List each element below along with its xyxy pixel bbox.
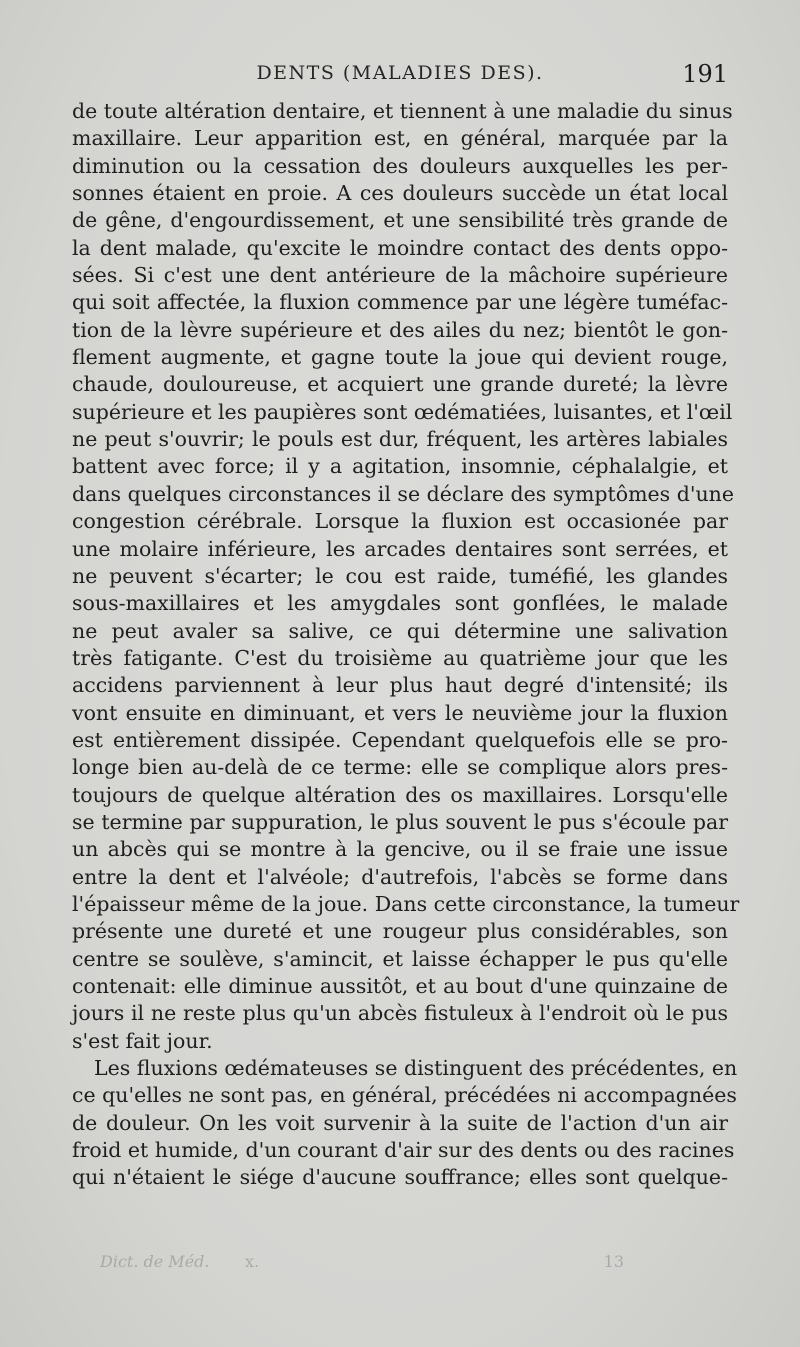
footer-volume: x. [245,1252,260,1271]
text-line: l'épaisseur même de la joue. Dans cette circonstance, la tumeur [72,891,740,916]
text-line: de toute altération dentaire, et tiennent à une maladie du sinus [72,99,733,123]
text-line: très fatigante. C'est du troisième au quatrième jour que les [72,645,728,670]
text-line: supérieure et les paupières sont œdématiées, luisantes, et l'œil [72,399,733,424]
footer-signature-title: Dict. de Méd. [100,1252,210,1271]
text-line: sous-maxillaires et les amygdales sont gonflées, le malade [72,591,728,616]
text-line: diminution ou la cessation des douleurs auxquelles les per- [72,153,728,178]
text-line: toujours de quelque altération des os maxillaires. Lorsqu'elle [72,782,728,807]
text-line: de gêne, d'engourdissement, et une sensibilité très grande de [72,208,728,233]
text-line: la dent malade, qu'excite le moindre contact des dents oppo- [72,235,728,260]
text-line: jours il ne reste plus qu'un abcès fistuleux à l'endroit où le pus [72,1001,728,1026]
text-line: congestion cérébrale. Lorsque la fluxion est occasionée par [72,509,728,534]
page-header [70,60,730,96]
text-line: vont ensuite en diminuant, et vers le neuvième jour la fluxion [72,700,728,725]
text-line: de douleur. On les voit survenir à la suite de l'action d'un air [72,1110,728,1135]
text-line: se termine par suppuration, le plus souvent le pus s'écoule par [72,809,728,834]
paragraph-2 [72,1055,738,1192]
text-line: qui n'étaient le siége d'aucune souffrance; elles sont quelque- [72,1165,728,1190]
text-line: dans quelques circonstances il se déclare des symptômes d'une [72,481,734,506]
text-line: longe bien au-delà de ce terme: elle se complique alors pres- [72,755,728,780]
text-line: maxillaire. Leur apparition est, en général, marquée par la [72,126,728,151]
text-line: s'est fait jour. [72,1028,213,1053]
page-footer-signature [100,1252,660,1276]
text-line: ne peut avaler sa salive, ce qui détermine une salivation [72,618,728,643]
text-line: présente une dureté et une rougeur plus considérables, son [72,919,728,944]
text-line: battent avec force; il y a agitation, insomnie, céphalalgie, et [72,454,728,479]
text-line: froid et humide, d'un courant d'air sur des dents ou des racines [72,1138,735,1163]
text-line: sonnes étaient en proie. A ces douleurs succède un état local [72,181,728,206]
text-line: chaude, douloureuse, et acquiert une grande dureté; la lèvre [72,372,728,397]
text-line: sées. Si c'est une dent antérieure de la mâchoire supérieure [72,263,728,288]
text-line: une molaire inférieure, les arcades dentaires sont serrées, et [72,536,728,561]
text-line: accidens parviennent à leur plus haut degré d'intensité; ils [72,673,728,698]
text-line: tion de la lèvre supérieure et des ailes du nez; bientôt le gon- [72,317,728,342]
text-line: flement augmente, et gagne toute la joue qui devient rouge, [72,345,728,370]
body-text [72,98,740,1192]
page-number: 191 [682,60,728,88]
text-line: contenait: elle diminue aussitôt, et au bout d'une quinzaine de [72,974,728,998]
running-title: DENTS (MALADIES DES). [256,62,544,84]
footer-sheet-number: 13 [603,1252,624,1271]
paragraph-1 [72,98,740,1055]
text-line: ne peuvent s'écarter; le cou est raide, tuméfié, les glandes [72,563,728,588]
text-line: entre la dent et l'alvéole; d'autrefois, l'abcès se forme dans [72,864,728,889]
text-line: qui soit affectée, la fluxion commence par une légère tuméfac- [72,290,728,315]
text-line: ne peut s'ouvrir; le pouls est dur, fréquent, les artères labiales [72,427,728,452]
text-line: ce qu'elles ne sont pas, en général, précédées ni accompagnées [72,1083,737,1108]
text-line: un abcès qui se montre à la gencive, ou il se fraie une issue [72,837,728,862]
text-line: est entièrement dissipée. Cependant quelquefois elle se pro- [72,727,728,752]
text-line: centre se soulève, s'amincit, et laisse échapper le pus qu'elle [72,946,728,971]
text-line: Les fluxions œdémateuses se distinguent des précédentes, en [94,1056,738,1081]
